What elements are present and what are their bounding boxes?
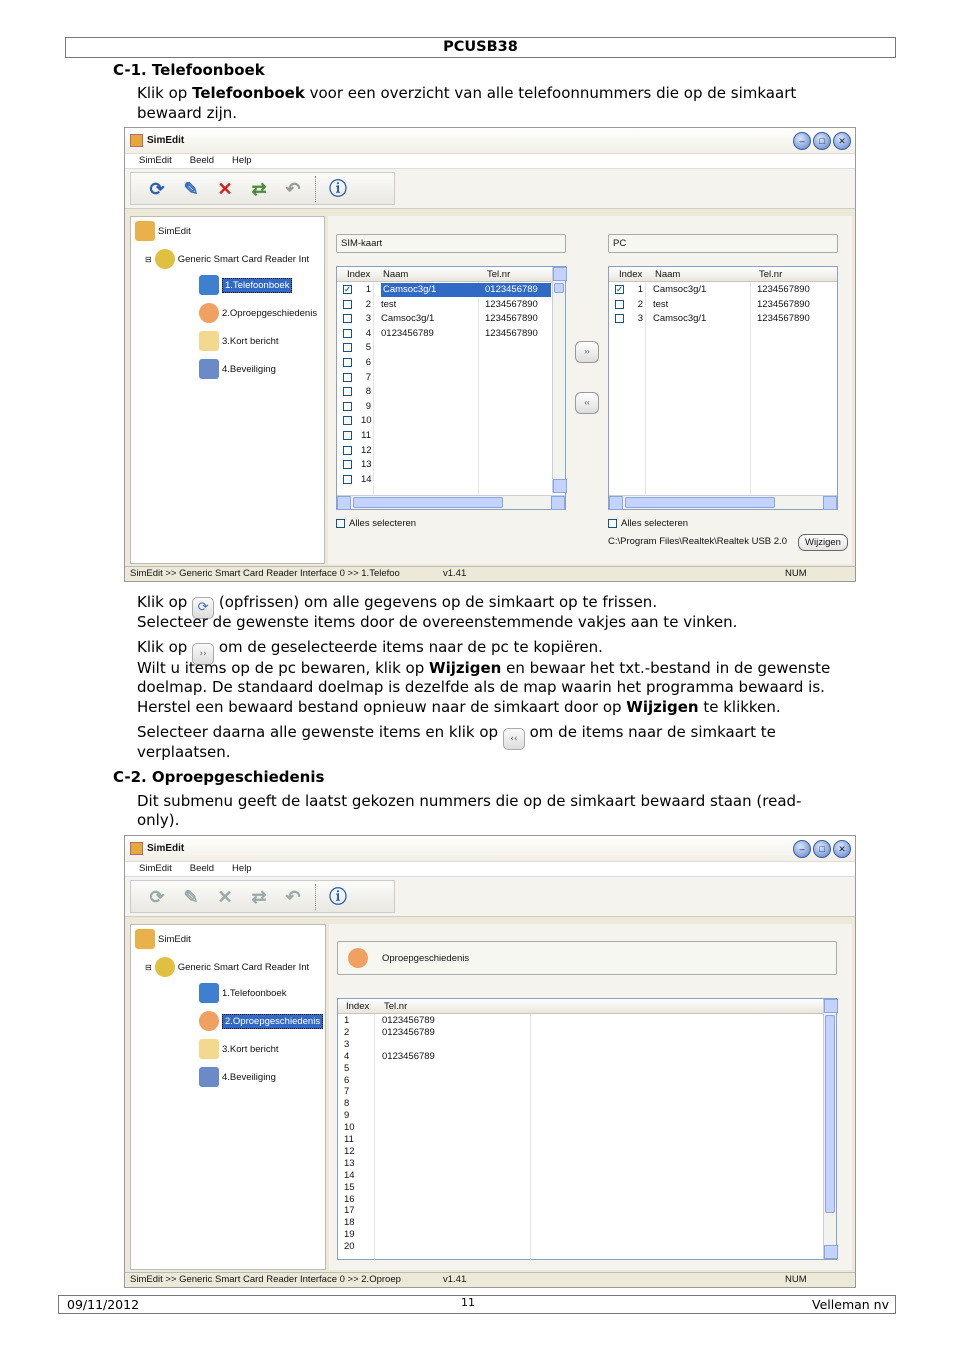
paragraph [137,723,776,750]
table-row [338,1217,836,1229]
row-index: 10 [361,415,372,427]
table-row[interactable] [609,298,837,313]
simedit-window-call-history [124,835,856,1288]
delete-icon[interactable]: ✕ [217,886,233,907]
row-telnr: 0123456789 [382,1015,435,1026]
row-index: 3 [365,313,371,325]
row-telnr: 1234567890 [757,313,810,325]
row-checkbox[interactable] [343,402,352,411]
copy-to-sim-icon: ‹‹ [503,728,525,750]
scroll-right-button[interactable] [551,496,565,510]
row-index: 2 [637,298,643,310]
toolbar [125,877,855,917]
row-checkbox[interactable] [343,416,352,425]
row-telnr: 0123456789 [382,1050,435,1062]
card-reader-icon [155,249,175,269]
status-num: NUM [785,1274,807,1285]
paragraph: Dit submenu geeft de laatst gekozen nummers die op de simkaart bewaard staan (read- [137,792,802,810]
table-row[interactable] [337,371,565,386]
text: Klik op [137,638,193,656]
wijzigen-button[interactable]: Wijzigen [798,534,848,551]
call-history-icon [199,303,219,323]
card-reader-icon [155,957,175,977]
simedit-icon [135,221,155,241]
tree-root[interactable]: SimEdit [158,225,191,237]
row-index: 5 [344,1062,350,1074]
table-row[interactable] [337,312,565,327]
tree-item-telefoonboek[interactable]: 1.Telefoonboek [222,987,287,999]
row-index: 4 [365,327,371,339]
row-checkbox[interactable] [615,300,624,309]
menu-help[interactable]: Help [232,863,252,874]
info-icon[interactable]: ⓘ [329,886,347,907]
scroll-thumb[interactable] [554,283,564,293]
row-index: 2 [365,298,371,310]
paragraph: doelmap. De standaard doelmap is dezelfde als de map waarin het programma bewaard is. [137,678,825,696]
close-button[interactable]: ✕ [833,840,851,858]
scroll-thumb[interactable] [625,497,775,508]
status-path: SimEdit >> Generic Smart Card Reader Interface 0 >> 1.Telefoo [130,568,400,579]
menu-bar [125,154,855,169]
text: Klik op [137,84,193,102]
paragraph: only). [137,811,180,829]
minimize-button[interactable]: – [793,840,811,858]
refresh-icon[interactable]: ⟳ [149,178,165,199]
table-row [338,1015,836,1027]
footer-date: 09/11/2012 [67,1297,140,1312]
message-icon [199,331,219,351]
col-index: Index [347,269,371,280]
row-index: 9 [365,400,371,412]
row-index: 1 [344,1015,350,1026]
row-index: 7 [365,371,371,383]
row-checkbox[interactable] [343,343,352,352]
row-checkbox[interactable] [343,460,352,469]
status-bar [125,566,855,581]
col-telnr: Tel.nr [759,269,783,280]
tree-item-oproepgeschiedenis[interactable]: 2.Oproepgeschiedenis [222,307,318,319]
row-name: test [381,298,397,310]
text: Wilt u items op de pc bewaren, klik op [137,659,430,677]
navigation-tree [130,216,325,564]
horizontal-scrollbar[interactable] [337,495,565,509]
row-name: Camsoc3g/1 [653,284,707,295]
maximize-button[interactable]: □ [813,132,831,150]
phonebook-icon [199,983,219,1003]
row-index: 1 [365,284,371,295]
text: voor een overzicht van alle telefoonnummers die op de simkaart [304,84,797,102]
copy-icon[interactable]: ⇄ [251,886,267,907]
tree-item-oproepgeschiedenis[interactable]: 2.Oproepgeschiedenis [222,1014,323,1029]
text: Herstel een bewaard bestand opnieuw naar de simkaart door op [137,698,627,716]
tree-item-beveiliging[interactable]: 4.Beveiliging [222,363,276,375]
collapse-icon[interactable]: ⊟ [145,962,152,972]
table-row [338,1134,836,1146]
row-index: 8 [344,1098,350,1110]
row-checkbox[interactable] [343,358,352,367]
table-row [338,1110,836,1122]
row-checkbox[interactable] [343,475,352,484]
separator [315,884,316,910]
row-checkbox[interactable]: ✓ [616,285,623,294]
table-row [338,1027,836,1039]
select-all-label: Alles selecteren [621,518,689,529]
info-icon[interactable]: ⓘ [329,178,347,199]
row-index: 3 [344,1038,350,1050]
table-row[interactable] [337,356,565,371]
scroll-thumb[interactable] [353,497,503,508]
page-footer [58,1295,896,1314]
refresh-icon: ⟳ [192,597,214,619]
paragraph [137,659,830,679]
scroll-left-button[interactable] [609,496,623,510]
row-index: 7 [344,1086,350,1098]
text: te klikken. [698,698,781,716]
close-button[interactable]: ✕ [833,132,851,150]
table-header [609,267,837,282]
table-row[interactable] [337,414,565,429]
row-name: Camsoc3g/1 [381,283,551,297]
col-naam: Naam [383,269,409,280]
window-title: SimEdit [147,135,185,146]
collapse-icon[interactable]: ⊟ [145,254,152,264]
panel-title: Oproepgeschiedenis [382,952,470,964]
table-row [338,1039,836,1051]
row-name: Camsoc3g/1 [653,313,707,325]
row-index: 19 [344,1229,355,1241]
paragraph: bewaard zijn. [137,104,238,122]
row-index: 5 [365,342,371,354]
security-icon [199,1067,219,1087]
col-index: Index [619,269,643,280]
scroll-up-button[interactable] [553,267,567,281]
table-row[interactable] [337,283,565,298]
text-bold: Wijzigen [626,698,699,716]
footer-company: Velleman nv [812,1297,889,1312]
minimize-button[interactable]: – [793,132,811,150]
row-checkbox[interactable] [615,314,624,323]
status-version: v1.41 [443,568,467,579]
phonebook-icon [199,275,219,295]
table-row[interactable] [337,473,565,488]
menu-simedit[interactable]: SimEdit [139,863,172,874]
row-index: 18 [344,1217,355,1229]
row-index: 3 [637,313,643,325]
text: (opfrissen) om alle gegevens op de simkaart op te frissen. [214,593,658,611]
row-telnr: 1234567890 [485,313,538,325]
row-checkbox[interactable] [343,373,352,382]
row-checkbox[interactable] [343,431,352,440]
section-heading-oproepgeschiedenis: C-2. Oproepgeschiedenis [113,768,325,786]
tree-reader[interactable]: Generic Smart Card Reader Int [177,253,310,265]
table-row[interactable] [337,327,565,342]
col-telnr: Tel.nr [487,269,511,280]
row-index: 14 [361,473,372,485]
call-history-panel [329,924,852,1270]
page-number: 11 [461,1296,475,1309]
select-all-pc[interactable] [608,518,688,529]
row-index: 11 [361,430,371,441]
table-row [338,1146,836,1158]
table-row [338,1158,836,1170]
col-index: Index [346,1001,370,1012]
table-row [338,1194,836,1206]
scroll-up-button[interactable] [824,999,838,1013]
text: en bewaar het txt.-bestand in de gewenste [501,659,831,677]
row-index: 9 [344,1110,350,1122]
menu-simedit[interactable]: SimEdit [139,155,172,166]
table-header [337,267,565,282]
row-checkbox[interactable] [343,314,352,323]
simedit-window-phonebook [124,127,856,582]
pc-field: PC [608,234,838,253]
text-bold: Wijzigen [429,659,502,677]
phonebook-panel [328,216,852,564]
scroll-down-button[interactable] [553,479,567,493]
table-row[interactable] [337,429,565,444]
message-icon [199,1039,219,1059]
row-index: 11 [344,1134,354,1145]
edit-icon[interactable]: ✎ [183,886,199,907]
row-telnr: 0123456789 [485,284,538,295]
table-row [338,1241,836,1253]
table-row [338,1098,836,1110]
toolbar [125,169,855,209]
row-index: 4 [344,1050,350,1062]
horizontal-scrollbar[interactable] [609,495,837,509]
row-index: 20 [344,1241,355,1253]
scroll-thumb[interactable] [825,1015,835,1213]
row-telnr: 1234567890 [485,327,538,339]
row-checkbox[interactable] [343,300,352,309]
select-all-sim[interactable] [336,518,416,529]
title-bar [125,836,855,862]
separator [315,176,316,202]
table-row[interactable] [337,341,565,356]
row-index: 12 [344,1145,355,1157]
table-row [338,1051,836,1063]
status-num: NUM [785,568,807,579]
text: om de geselecteerde items naar de pc te kopiëren. [214,638,603,656]
table-row [338,1063,836,1075]
edit-icon[interactable]: ✎ [183,178,199,199]
scroll-left-button[interactable] [337,496,351,510]
row-index: 6 [344,1074,350,1086]
window-title: SimEdit [147,843,185,854]
security-icon [199,359,219,379]
app-icon [130,842,143,855]
simedit-icon [135,929,155,949]
menu-beeld[interactable]: Beeld [189,155,215,166]
checkbox[interactable] [608,519,617,528]
copy-to-pc-icon: ›› [192,643,214,665]
row-index: 10 [344,1122,355,1134]
undo-icon[interactable]: ↶ [285,886,301,907]
call-history-icon [348,948,368,968]
tree-reader[interactable]: Generic Smart Card Reader Int [177,961,310,973]
copy-to-pc-button[interactable]: ›› [575,341,599,363]
copy-to-sim-button[interactable]: ‹‹ [575,392,599,414]
status-bar [125,1272,855,1287]
navigation-tree [130,924,326,1270]
table-row [338,1122,836,1134]
call-history-table [337,998,837,1260]
copy-icon[interactable]: ⇄ [251,178,267,199]
row-index: 13 [361,459,372,471]
row-checkbox[interactable] [343,446,352,455]
row-checkbox[interactable] [343,329,352,338]
table-row[interactable] [337,298,565,313]
table-row [338,1075,836,1087]
status-version: v1.41 [443,1274,467,1285]
vertical-scrollbar[interactable] [823,999,836,1259]
table-row[interactable] [337,458,565,473]
refresh-icon[interactable]: ⟳ [149,886,165,907]
tree-root[interactable]: SimEdit [158,933,191,945]
table-row [338,1205,836,1217]
title-bar [125,128,855,154]
table-row[interactable] [609,283,837,298]
table-row [338,1170,836,1182]
sim-phonebook-table [336,266,566,510]
row-telnr: 1234567890 [485,298,538,310]
undo-icon[interactable]: ↶ [285,178,301,199]
tree-item-kort-bericht[interactable]: 3.Kort bericht [222,1043,279,1055]
col-naam: Naam [655,269,681,280]
row-checkbox[interactable]: ✓ [344,285,351,294]
paragraph [137,84,796,104]
row-index: 13 [344,1157,355,1169]
row-name: 0123456789 [381,327,434,339]
tree-item-kort-bericht[interactable]: 3.Kort bericht [222,335,279,347]
status-path: SimEdit >> Generic Smart Card Reader Interface 0 >> 2.Oproep [130,1274,401,1285]
text-bold: Telefoonboek [192,84,305,102]
row-index: 15 [344,1181,355,1193]
checkbox[interactable] [336,519,345,528]
maximize-button[interactable]: □ [813,840,831,858]
col-telnr: Tel.nr [384,1001,408,1012]
row-index: 14 [344,1169,355,1181]
sim-card-field: SIM-kaart [336,234,566,253]
call-history-icon [199,1011,219,1031]
paragraph: Selecteer de gewenste items door de overeenstemmende vakjes aan te vinken. [137,613,738,631]
text: Selecteer daarna alle gewenste items en klik op [137,723,503,741]
menu-bar [125,862,855,877]
tree-item-beveiliging[interactable]: 4.Beveiliging [222,1071,276,1083]
page-header [65,37,896,58]
text: om de items naar de simkaart te [524,723,776,741]
save-path: C:\Program Files\Realtek\Realtek USB 2.0 [608,536,787,547]
row-telnr: 1234567890 [757,284,810,295]
table-row[interactable] [337,444,565,459]
paragraph: verplaatsen. [137,743,231,761]
table-row[interactable] [337,385,565,400]
row-name: test [653,298,669,310]
tree-item-telefoonboek[interactable]: 1.Telefoonboek [222,278,292,293]
row-index: 2 [344,1026,350,1038]
row-index: 1 [637,284,643,295]
row-index: 16 [344,1193,355,1205]
select-all-label: Alles selecteren [349,518,417,529]
menu-help[interactable]: Help [232,155,252,166]
scroll-right-button[interactable] [823,496,837,510]
panel-title-box [337,941,837,975]
row-telnr: 0123456789 [382,1026,435,1038]
text: Klik op [137,593,193,611]
paragraph [137,698,781,718]
scroll-down-button[interactable] [824,1245,838,1259]
delete-icon[interactable]: ✕ [217,178,233,199]
row-index: 12 [361,444,372,456]
row-name: Camsoc3g/1 [381,313,435,325]
table-row [338,1182,836,1194]
row-checkbox[interactable] [343,387,352,396]
app-icon [130,134,143,147]
pc-phonebook-table [608,266,838,510]
row-index: 6 [365,357,371,368]
table-row[interactable] [337,400,565,415]
vertical-scrollbar[interactable] [552,267,565,493]
header-title: PCUSB38 [443,39,518,55]
row-index: 17 [344,1205,355,1217]
row-telnr: 1234567890 [757,298,810,310]
table-header [338,999,836,1014]
table-row[interactable] [609,312,837,327]
row-index: 8 [365,386,371,398]
menu-beeld[interactable]: Beeld [189,863,215,874]
table-row [338,1229,836,1241]
table-row [338,1086,836,1098]
section-heading-telefoonboek: C-1. Telefoonboek [113,61,265,79]
